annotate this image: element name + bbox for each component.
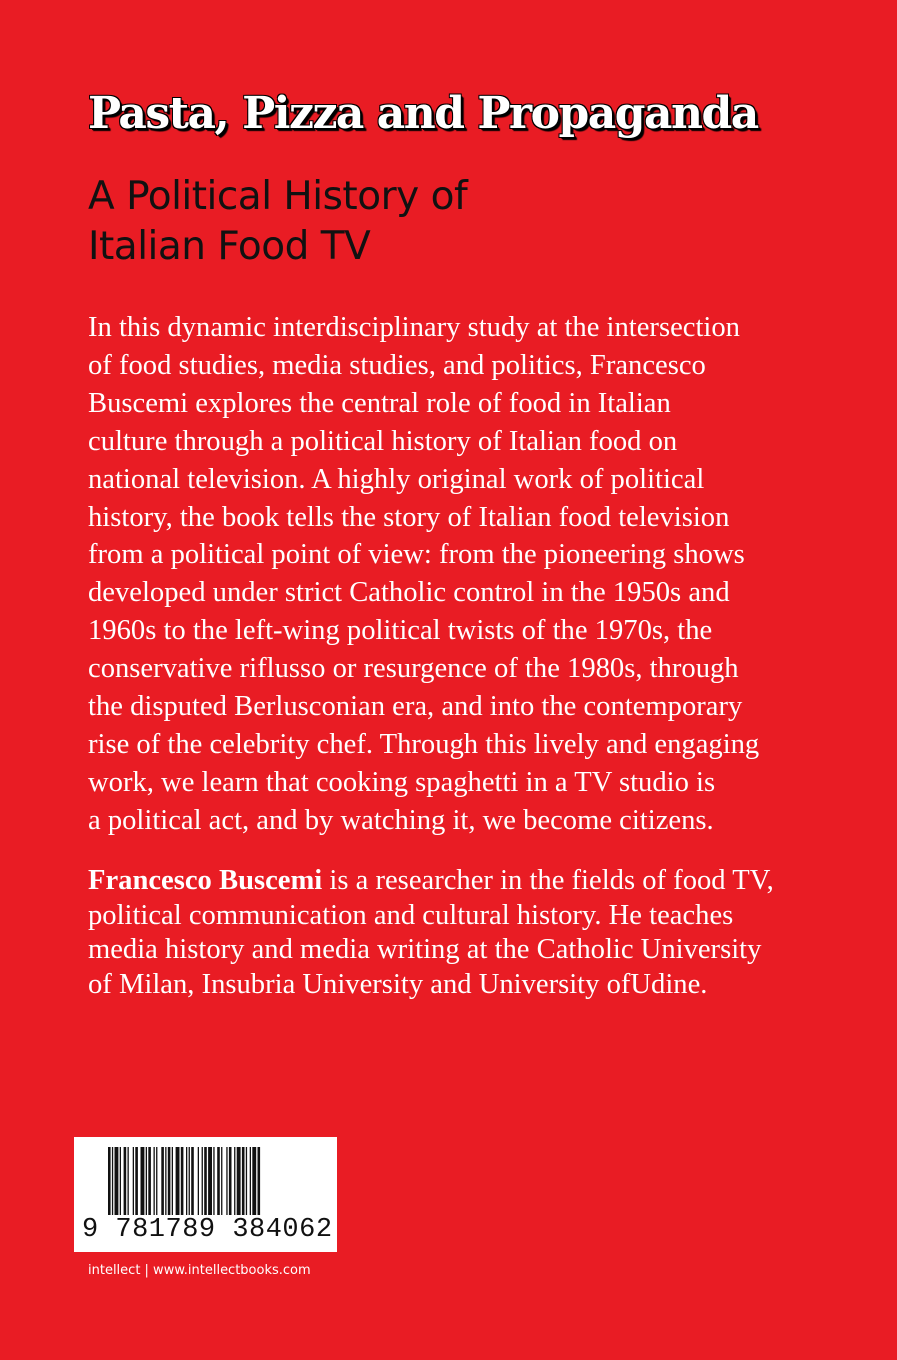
barcode-bar — [168, 1147, 171, 1215]
blurb-line: conservative riflusso or resurgence of the 1980s, through — [88, 653, 739, 685]
isbn-number: 9 781789 384062 — [82, 1215, 333, 1245]
barcode-bar — [115, 1147, 119, 1215]
blurb-line: national television. A highly original work of political — [88, 463, 705, 495]
barcode-bar — [202, 1147, 203, 1215]
blurb-line: rise of the celebrity chef. Through this lively and engaging — [88, 728, 760, 760]
barcode-bar — [181, 1147, 184, 1215]
subtitle-line: Italian Food TV — [88, 224, 371, 269]
barcode-bar — [221, 1147, 222, 1215]
barcode-bar — [189, 1147, 190, 1215]
publisher-imprint: intellect | www.intellectbooks.com — [88, 1263, 311, 1278]
barcode-bar — [108, 1147, 111, 1215]
blurb-line: culture through a political history of Italian food on — [88, 425, 678, 457]
blurb-line: work, we learn that cooking spaghetti in a TV studio is — [88, 766, 716, 798]
barcode-bar — [226, 1147, 227, 1215]
blurb-line: a political act, and by watching it, we become citizens. — [88, 804, 714, 836]
barcode-bar — [229, 1147, 232, 1215]
blurb-line: the disputed Berlusconian era, and into the contemporary — [88, 691, 743, 723]
barcode-bar — [135, 1147, 138, 1215]
barcode-bar — [258, 1147, 261, 1215]
barcode-bar — [237, 1147, 241, 1215]
blurb-line: 1960s to the left-wing political twists of the 1970s, the — [88, 615, 713, 647]
barcode-bar — [165, 1147, 166, 1215]
barcode-bar — [208, 1147, 212, 1215]
barcode-bar — [191, 1147, 194, 1215]
barcode-bar — [141, 1147, 145, 1215]
barcode-bars — [108, 1147, 304, 1215]
bio-line-text: is a researcher in the fields of food TV, — [322, 865, 774, 896]
barcode-bar — [217, 1147, 220, 1215]
barcode-bar — [156, 1147, 157, 1215]
barcode-bar — [172, 1147, 173, 1215]
subtitle-line: A Political History of — [88, 174, 468, 219]
blurb-paragraph — [88, 309, 848, 840]
barcode-bar — [128, 1147, 129, 1215]
barcode-bar — [213, 1147, 214, 1215]
isbn-barcode — [74, 1137, 337, 1252]
barcode-bar — [242, 1147, 245, 1215]
barcode-bar — [176, 1147, 180, 1215]
bio-line: of Milan, Insubria University and University ofUdine. — [88, 968, 708, 1000]
barcode-bar — [234, 1147, 235, 1215]
blurb-line: developed under strict Catholic control in the 1950s and — [88, 577, 730, 609]
book-subtitle — [88, 172, 788, 272]
barcode-bar — [186, 1147, 187, 1215]
author-bio — [88, 864, 848, 1002]
barcode-bar — [154, 1147, 155, 1215]
barcode-bar — [246, 1147, 247, 1215]
barcode-bar — [133, 1147, 134, 1215]
bio-line: media history and media writing at the Catholic University — [88, 934, 762, 965]
blurb-line: from a political point of view: from the pioneering shows — [88, 539, 745, 571]
bio-line — [88, 864, 848, 899]
author-name: Francesco Buscemi — [88, 865, 323, 896]
blurb-line: In this dynamic interdisciplinary study at the intersection — [88, 312, 740, 343]
barcode-bar — [252, 1147, 256, 1215]
barcode-bar — [112, 1147, 113, 1215]
blurb-line: Buscemi explores the central role of food in Italian — [88, 387, 671, 419]
barcode-bar — [124, 1147, 127, 1215]
barcode-bar — [120, 1147, 121, 1215]
barcode-bar — [250, 1147, 251, 1215]
bio-line: political communication and cultural history. He teaches — [88, 899, 734, 931]
blurb-line: history, the book tells the story of Italian food television — [88, 501, 730, 533]
barcode-bar — [148, 1147, 151, 1215]
barcode-bar — [161, 1147, 164, 1215]
barcode-bar — [198, 1147, 199, 1215]
blurb-line: of food studies, media studies, and politics, Francesco — [88, 349, 706, 381]
book-title: Pasta, Pizza and Propaganda — [88, 88, 758, 139]
barcode-bar — [146, 1147, 147, 1215]
barcode-bar — [204, 1147, 207, 1215]
